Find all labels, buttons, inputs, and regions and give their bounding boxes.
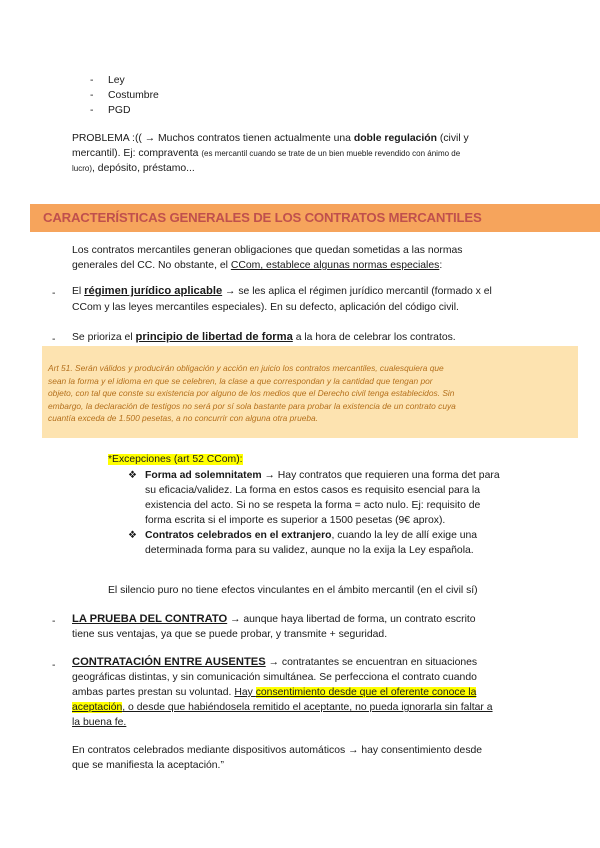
intro-line2: generales del CC. No obstante, el CCom, establece algunas normas especiales: — [72, 260, 443, 271]
libertad-line: Se prioriza el principio de libertad de forma a la hora de celebrar los contratos. — [72, 331, 456, 343]
bullet-dash: - — [52, 288, 56, 299]
ausentes-line3: ambas partes prestan su voluntad. Hay consentimiento desde que el oferente conoce la — [72, 687, 477, 698]
list-dash: - — [90, 105, 94, 116]
excepciones-title: *Excepciones (art 52 CCom): — [108, 454, 243, 465]
quote-line: cuantía exceda de 1.500 pesetas, a no concurrir con alguna otra prueba. — [48, 413, 319, 423]
quote-line: objeto, con tal que conste su existencia por alguno de los medios que el Derecho civil tenga establecidos. Sin — [48, 388, 455, 398]
automaticos-line1: En contratos celebrados mediante dispositivos automáticos → hay consentimiento desde — [72, 745, 483, 756]
regimen-line2: CCom y las leyes mercantiles especiales). En su defecto, aplicación del código civil. — [72, 302, 459, 313]
ad-solemnitatem-line: su eficacia/validez. La forma en estos casos es requisito esencial para la — [145, 485, 480, 496]
bullet-dash: - — [52, 334, 56, 345]
list-item: Costumbre — [108, 90, 159, 101]
automaticos-line2: que se manifiesta la aceptación.” — [72, 760, 224, 771]
ad-solemnitatem-line: existencia del acto. Si no se respeta la forma = acto nulo. Ej: requisito de — [145, 500, 481, 511]
quote-line: Art 51. Serán válidos y producirán obligación y acción en juicio los contratos mercantiles, cualesquiera que — [48, 363, 444, 373]
ausentes-line2: geográficas distintas, y sin comunicación simultánea. Se perfecciona el contrato cuando — [72, 672, 477, 683]
bullet-dash: - — [52, 616, 56, 627]
ad-solemnitatem-line: forma escrita si el importe es superior a 1500 pesetas (9€ aprox). — [145, 515, 446, 526]
list-item: Ley — [108, 75, 125, 86]
art51-quote — [42, 346, 578, 438]
quote-line: sean la forma y el idioma en que se celebren, la clase a que correspondan y la cantidad que tengan por — [48, 375, 433, 386]
diamond-bullet-icon: ❖ — [128, 530, 137, 541]
prueba-line2: tiene sus ventajas, ya que se puede probar, y transmite + seguridad. — [72, 629, 388, 640]
ausentes-line4: aceptación, o desde que habiéndosela remitido el aceptante, no pueda ignorarla sin faltar a — [72, 702, 493, 713]
intro-line1: Los contratos mercantiles generan obligaciones que quedan sometidas a las normas — [72, 245, 463, 256]
diamond-bullet-icon: ❖ — [128, 470, 137, 481]
bullet-dash: - — [52, 660, 56, 671]
list-item: PGD — [108, 105, 131, 116]
regimen-line1: El régimen jurídico aplicable → se les aplica el régimen jurídico mercantil (formado x el — [72, 285, 492, 297]
problema-line3: lucro), depósito, préstamo... — [72, 163, 195, 174]
ausentes-line1: CONTRATACIÓN ENTRE AUSENTES → contratantes se encuentran en situaciones — [72, 656, 478, 668]
silencio-note: El silencio puro no tiene efectos vinculantes en el ámbito mercantil (en el civil sí) — [108, 585, 478, 596]
section-heading-text: CARACTERÍSTICAS GENERALES DE LOS CONTRATOS MERCANTILES — [43, 210, 482, 225]
quote-line: embargo, la declaración de testigos no será por sí sola bastante para probar la existencia de un contrato cuya — [48, 400, 456, 411]
problema-line1: PROBLEMA :(( → Muchos contratos tienen actualmente una doble regulación (civil y — [72, 133, 469, 144]
ad-solemnitatem-line1: Forma ad solemnitatem → Hay contratos que requieren una forma det para — [145, 470, 500, 481]
section-heading — [30, 204, 600, 232]
ausentes-line5: la buena fe. — [72, 717, 127, 728]
prueba-line1: LA PRUEBA DEL CONTRATO → aunque haya libertad de forma, un contrato escrito — [72, 613, 476, 625]
extranjero-line1: Contratos celebrados en el extranjero, cuando la ley de allí exige una — [145, 530, 478, 541]
problema-line2: mercantil). Ej: compraventa (es mercantil cuando se trate de un bien mueble revendido con ánimo de — [72, 148, 461, 159]
list-dash: - — [90, 90, 94, 101]
list-dash: - — [90, 75, 94, 86]
extranjero-line2: determinada forma para su validez, aunque no la exija la Ley española. — [145, 545, 474, 556]
